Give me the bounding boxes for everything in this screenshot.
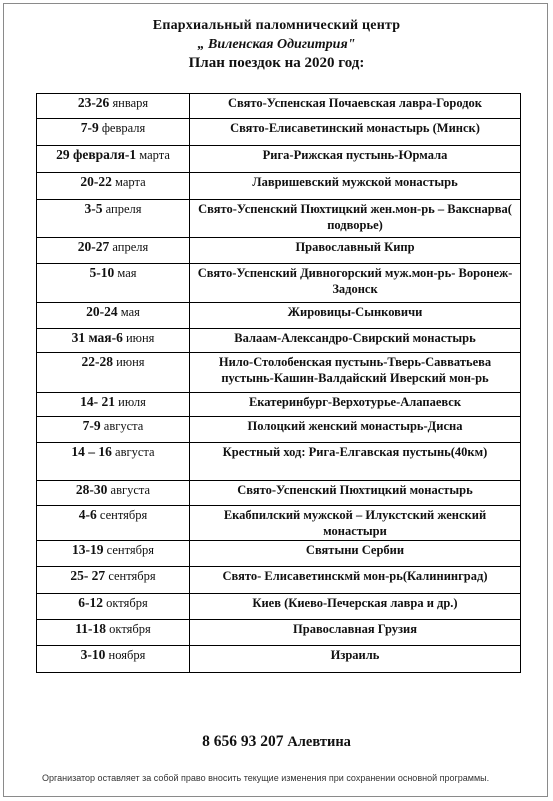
table-row [37,567,521,594]
table-row [37,264,521,303]
table-row [37,119,521,146]
trip-route: Киев (Киево-Печерская лавра и др.) [190,594,521,620]
trip-route: Израиль [190,646,521,673]
center-title: „ Виленская Одигитрия" [197,37,356,52]
trip-month: октября [109,622,151,636]
table-row [37,443,521,481]
trip-route: Свято-Успенский Дивногорский муж.мон-рь- Воронеж-Задонск [190,264,521,303]
trip-days: 5-10 [89,265,115,280]
trip-days: 7-9 [80,120,99,135]
trip-date [37,303,190,329]
trip-date [37,443,190,481]
trip-route: Екатеринбург-Верхотурье-Алапаевск [190,393,521,417]
trip-days: 6-12 [78,595,104,610]
trip-route: Валаам-Александро-Свирский монастырь [190,329,521,353]
trip-days: 31 мая-6 [71,330,123,345]
trip-date [37,173,190,200]
trip-route: Свято-Успенский Пюхтицкий монастырь [190,481,521,506]
trip-date [37,264,190,303]
trip-route: Православный Кипр [190,238,521,264]
trip-days: 11-18 [75,621,107,636]
table-row [37,506,521,541]
table-row [37,353,521,393]
trip-date [37,506,190,541]
trip-days: 20-27 [77,239,110,254]
trip-date [37,119,190,146]
trip-route: Екабпилский мужской – Илукстский женский монастыри [190,506,521,541]
trip-days: 3-10 [80,647,106,662]
organizer-note: Организатор оставляет за собой право вносить текущие изменения при сохранении основной программы. [42,773,490,783]
trip-days: 14 – 16 [71,444,112,459]
trip-month: января [112,96,149,110]
trip-month: сентября [106,543,154,557]
trip-month: апреля [105,202,142,216]
document-header [0,16,553,73]
trip-date [37,200,190,238]
table-row [37,200,521,238]
trip-month: июня [116,355,145,369]
table-row [37,594,521,620]
contact-name: Алевтина [287,734,351,750]
trip-days: 22-28 [81,354,113,369]
trip-date [37,646,190,673]
trip-date [37,353,190,393]
contact-phone: 8 656 93 207 [202,733,284,750]
trip-month: апреля [112,240,149,254]
trip-month: мая [117,266,137,280]
table-row [37,541,521,567]
trip-date [37,620,190,646]
trip-route: Святыни Сербии [190,541,521,567]
trip-route: Свято-Елисаветинский монастырь (Минск) [190,119,521,146]
table-row [37,417,521,443]
trip-date [37,481,190,506]
table-row [37,393,521,417]
trip-route: Свято-Успенская Почаевская лавра-Городок [190,94,521,119]
trip-month: ноября [108,648,146,662]
table-row [37,173,521,200]
trip-month: августа [103,419,144,433]
table-row [37,646,521,673]
trip-month: августа [110,483,151,497]
center-name: Епархиальный паломнический центр [152,18,401,33]
trip-days: 14- 21 [80,394,116,409]
trip-route: Лавришевский мужской монастырь [190,173,521,200]
table-row [37,620,521,646]
trip-days: 25- 27 [70,568,106,583]
trip-days: 20-22 [80,174,112,189]
trip-month: февраля [101,121,146,135]
trip-date [37,329,190,353]
trip-date [37,594,190,620]
trip-month: июня [125,331,155,345]
trip-route: Свято- Елисаветинскмй мон-рь(Калининград) [190,567,521,594]
trip-days: 4-6 [78,507,97,522]
trip-month: июля [118,395,146,409]
trip-date [37,417,190,443]
trip-month: сентября [108,569,156,583]
trip-date [37,393,190,417]
trip-days: 29 февраля-1 [56,147,137,162]
trip-route: Крестный ход: Рига-Елгавская пустынь(40км) [190,443,521,481]
trip-days: 7-9 [82,418,101,433]
table-row [37,329,521,353]
trip-date [37,541,190,567]
trip-route: Свято-Успенский Пюхтицкий жен.мон-рь – Вакснарва( подворье) [190,200,521,238]
table-row [37,146,521,173]
trip-route: Рига-Рижская пустынь-Юрмала [190,146,521,173]
trip-month: мая [120,305,140,319]
trip-date [37,567,190,594]
trip-date [37,94,190,119]
trip-route: Жировицы-Сынковичи [190,303,521,329]
trip-route: Православная Грузия [190,620,521,646]
trip-month: сентября [99,508,148,522]
trip-days: 13-19 [72,542,104,557]
table-row [37,94,521,119]
table-row [37,303,521,329]
trip-schedule-table [36,93,521,673]
trip-date [37,238,190,264]
trip-days: 20-24 [86,304,118,319]
trip-route: Полоцкий женский монастырь-Дисна [190,417,521,443]
trip-date [37,146,190,173]
trip-month: октября [106,596,148,610]
contact-line [0,733,553,751]
trip-month: марта [115,175,146,189]
trip-days: 23-26 [77,95,110,110]
plan-title: План поездок на 2020 год: [188,55,365,71]
trip-days: 3-5 [84,201,103,216]
trip-route: Нило-Столобенская пустынь-Тверь-Савватьева пустынь-Кашин-Валдайский Иверский мон-рь [190,353,521,393]
table-row [37,238,521,264]
table-row [37,481,521,506]
trip-month: марта [139,148,170,162]
trip-days: 28-30 [75,482,108,497]
trip-month: августа [115,445,155,459]
